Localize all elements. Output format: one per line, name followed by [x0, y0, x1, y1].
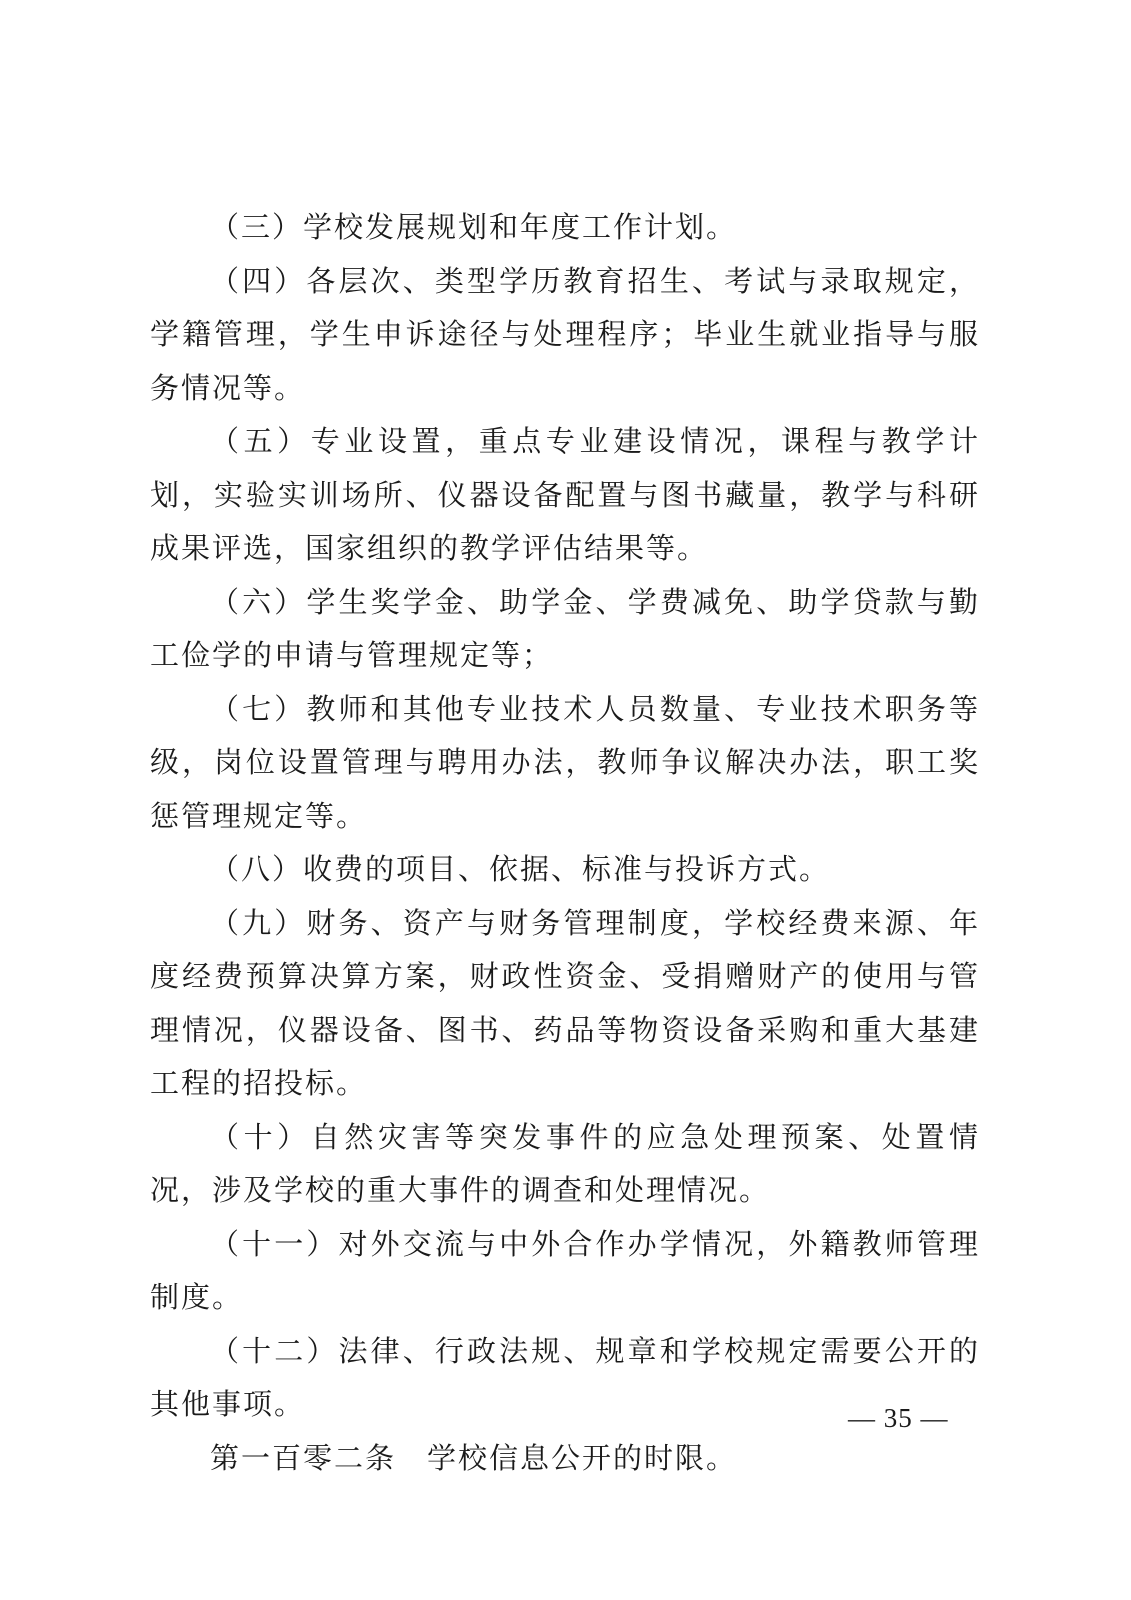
paragraph-item-3: （三）学校发展规划和年度工作计划。 — [210, 210, 738, 244]
paragraph-item-11: （十一）对外交流与中外合作办学情况，外籍教师管理制度。 — [150, 1226, 980, 1314]
paragraph-item-12: （十二）法律、行政法规、规章和学校规定需要公开的其他事项。 — [150, 1333, 980, 1421]
document-body — [150, 201, 980, 1485]
paragraph-item-6: （六）学生奖学金、助学金、学费减免、助学贷款与勤工俭学的申请与管理规定等； — [150, 584, 980, 672]
paragraph-item-7: （七）教师和其他专业技术人员数量、专业技术职务等级，岗位设置管理与聘用办法，教师争议解决办法，职工奖惩管理规定等。 — [150, 691, 980, 833]
paragraph-item-10: （十）自然灾害等突发事件的应急处理预案、处置情况，涉及学校的重大事件的调查和处理情况。 — [150, 1119, 980, 1207]
paragraph-item-8: （八）收费的项目、依据、标准与投诉方式。 — [210, 852, 831, 886]
paragraph-item-9: （九）财务、资产与财务管理制度，学校经费来源、年度经费预算决算方案，财政性资金、受捐赠财产的使用与管理情况，仪器设备、图书、药品等物资设备采购和重大基建工程的招投标。 — [150, 905, 980, 1100]
paragraph-item-4: （四）各层次、类型学历教育招生、考试与录取规定，学籍管理，学生申诉途径与处理程序；毕业生就业指导与服务情况等。 — [150, 263, 980, 405]
article-heading: 第一百零二条 学校信息公开的时限。 — [210, 1440, 738, 1475]
paragraph-item-5: （五）专业设置，重点专业建设情况，课程与教学计划，实验实训场所、仪器设备配置与图书藏量，教学与科研成果评选，国家组织的教学评估结果等。 — [150, 424, 980, 565]
page-number: — 35 — — [848, 1403, 949, 1433]
